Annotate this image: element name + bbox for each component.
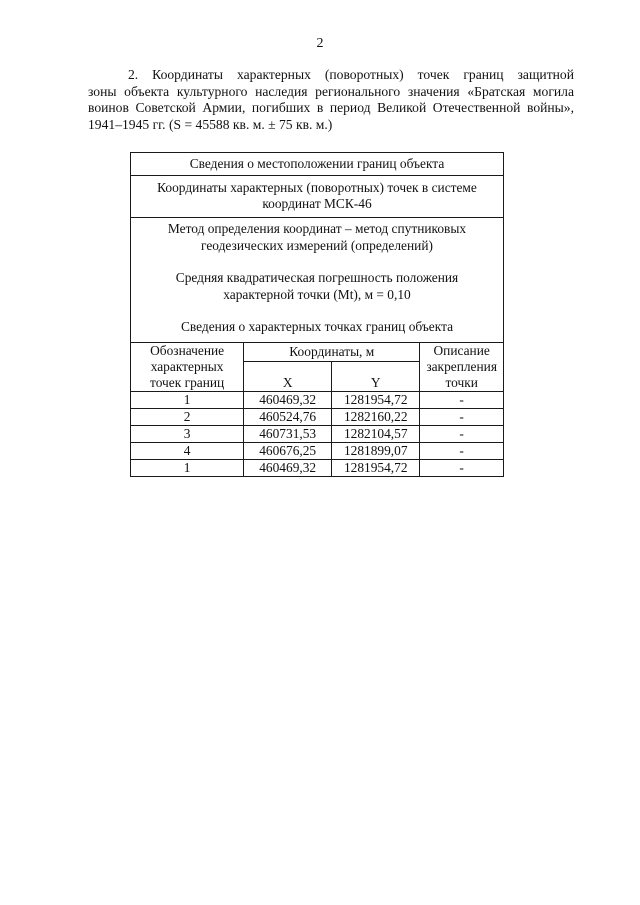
point-y: 1281954,72 — [332, 459, 420, 476]
point-x: 460469,32 — [244, 391, 332, 408]
paragraph-first-line: 2. Координаты характерных (поворотных) точек границ защитной — [128, 67, 574, 82]
point-desc: - — [420, 442, 504, 459]
col-x-header: X — [244, 361, 332, 391]
points-header: Сведения о характерных точках границ объекта — [180, 319, 454, 334]
point-x: 460731,53 — [244, 425, 332, 442]
accuracy-text: Средняя квадратическая погрешность положения характерной точки (Mt), м = 0,10 — [175, 270, 459, 302]
col-description-header: Описание закрепления точки — [420, 342, 504, 391]
table-row — [131, 442, 504, 459]
col-designation-header: Обозначение характерных точек границ — [131, 342, 244, 391]
column-header-row-1 — [131, 342, 504, 361]
table-row — [131, 391, 504, 408]
point-id: 2 — [131, 408, 244, 425]
point-id: 1 — [131, 459, 244, 476]
coord-system: Координаты характерных (поворотных) точек в системе координат МСК-46 — [131, 176, 504, 218]
boundary-coordinates-table — [130, 152, 504, 477]
page-number: 2 — [316, 36, 324, 51]
method-text: Метод определения координат – метод спутниковых геодезических измерений (определений) — [167, 221, 467, 253]
table-title-row — [131, 153, 504, 176]
point-y: 1282104,57 — [332, 425, 420, 442]
point-y: 1281954,72 — [332, 391, 420, 408]
point-desc: - — [420, 408, 504, 425]
point-desc: - — [420, 391, 504, 408]
point-x: 460524,76 — [244, 408, 332, 425]
col-coordinates-header: Координаты, м — [244, 342, 420, 361]
point-desc: - — [420, 425, 504, 442]
method-block — [131, 218, 504, 343]
point-y: 1281899,07 — [332, 442, 420, 459]
col-y-header: Y — [332, 361, 420, 391]
location-header: Сведения о местоположении границ объекта — [131, 153, 504, 176]
table-coord-system-row — [131, 176, 504, 218]
point-id: 3 — [131, 425, 244, 442]
section-paragraph — [88, 67, 574, 133]
table-row — [131, 425, 504, 442]
paragraph-body: зоны объекта культурного наследия регионального значения «Братская могила воинов Советской Армии, погибших в период Великой Отечественной войны», 1941–1945 гг. (S = 45588 кв. м. ± 75 кв. м.) — [88, 83, 574, 132]
point-x: 460469,32 — [244, 459, 332, 476]
table-row — [131, 408, 504, 425]
point-x: 460676,25 — [244, 442, 332, 459]
point-desc: - — [420, 459, 504, 476]
point-y: 1282160,22 — [332, 408, 420, 425]
point-id: 4 — [131, 442, 244, 459]
table-method-row — [131, 218, 504, 343]
point-id: 1 — [131, 391, 244, 408]
table-row — [131, 459, 504, 476]
